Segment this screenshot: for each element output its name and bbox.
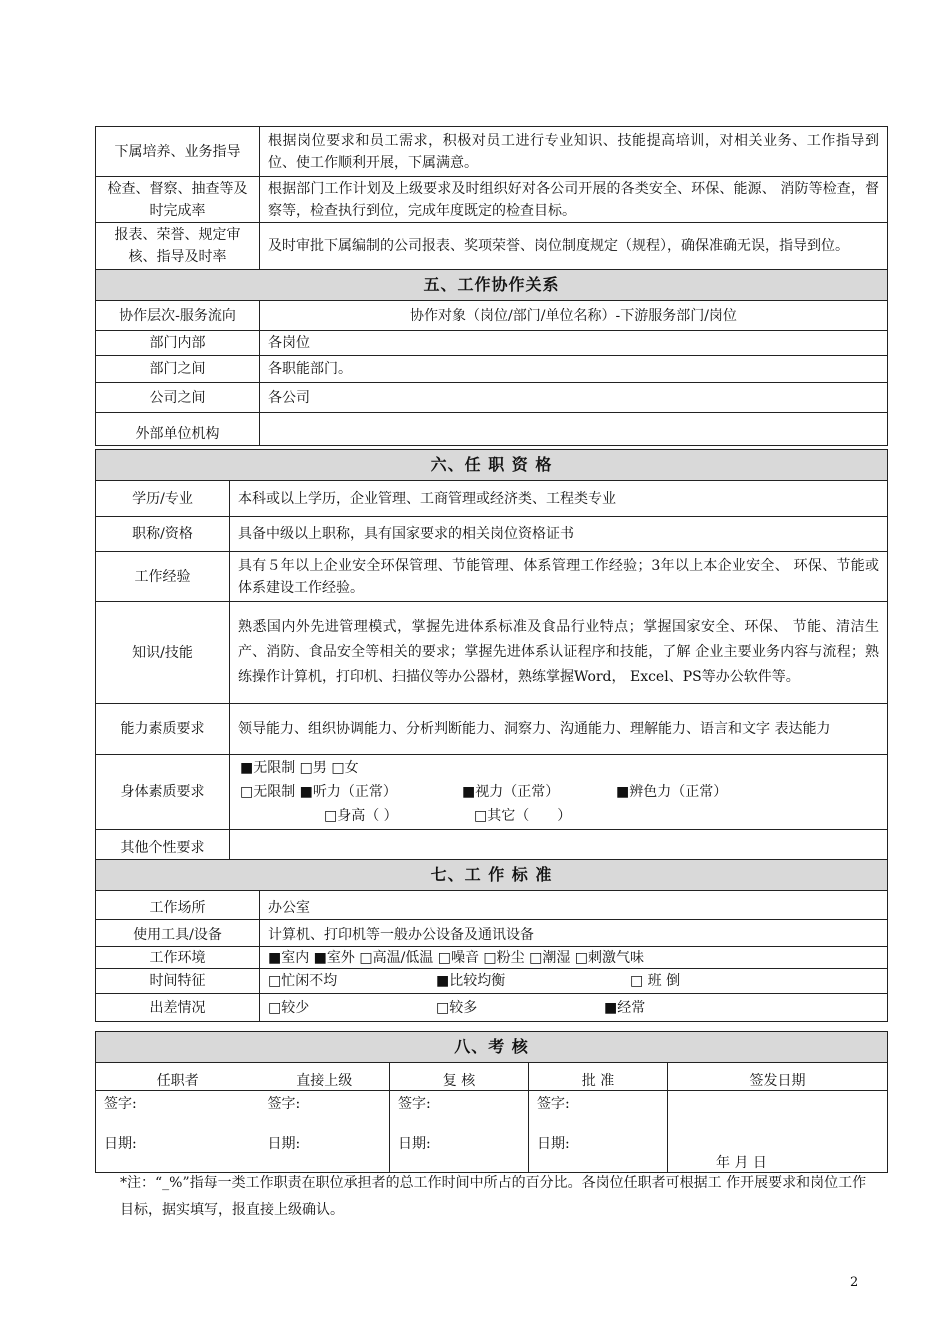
- sign-label: 签字:: [104, 1096, 137, 1112]
- workplace-value: 办公室: [260, 891, 888, 920]
- environment-value: ■室内 ■室外 □高温/低温 □噪音 □粉尘 □潮湿 □刺激气味: [260, 947, 888, 969]
- collab-level: 部门之间: [96, 356, 260, 383]
- travel-less-checkbox: □较少: [268, 999, 310, 1016]
- approve-sign-cell: [529, 1091, 668, 1173]
- review-sign-cell: [390, 1091, 529, 1173]
- vision-checkbox: ■视力（正常）: [462, 784, 560, 800]
- physical-line-1: ■无限制 □男 □女: [240, 760, 359, 776]
- physical-line-3: [240, 804, 879, 828]
- education-label: 学历/专业: [96, 481, 230, 517]
- holder-header: 任职者: [96, 1063, 260, 1091]
- experience-value: 具有５年以上企业安全环保管理、节能管理、体系管理工作经验；3年以上本企业安全、 环保、节能或体系建设工作经验。: [230, 552, 888, 602]
- duty-text: 及时审批下属编制的公司报表、奖项荣誉、岗位制度规定（规程），确保准确无误，指导到位。: [260, 223, 888, 270]
- duties-collab-table: [95, 126, 888, 446]
- section-6-title: 六、任 职 资 格: [96, 450, 888, 481]
- busy-uneven-checkbox: □忙闲不均: [268, 973, 338, 989]
- duty-text: 根据岗位要求和员工需求，积极对员工进行专业知识、技能提高培训，对相关业务、工作指导到位、使工作顺利开展，下属满意。: [260, 127, 888, 177]
- balanced-checkbox: ■比较均衡: [436, 973, 506, 989]
- travel-value: [260, 994, 888, 1022]
- time-value: [260, 969, 888, 994]
- physical-line-2: [240, 780, 879, 804]
- duty-label: 报表、荣誉、规定审核、指导及时率: [96, 223, 260, 270]
- tools-value: 计算机、打印机等一般办公设备及通讯设备: [260, 920, 888, 947]
- travel-frequent-checkbox: ■经常: [604, 999, 646, 1016]
- section-8-title: 八、考 核: [96, 1032, 888, 1063]
- issue-date-cell: [668, 1091, 888, 1173]
- other-checkbox: □其它（ ）: [474, 808, 572, 824]
- knowledge-label: 知识/技能: [96, 602, 230, 704]
- travel-more-checkbox: □较多: [436, 999, 478, 1016]
- hearing-checkbox: □无限制 ■听力（正常）: [240, 784, 397, 800]
- date-label: 日期:: [398, 1136, 431, 1152]
- physical-value: [230, 755, 888, 830]
- title-cert-value: 具备中级以上职称，具有国家要求的相关岗位资格证书: [230, 517, 888, 552]
- collab-level: 部门内部: [96, 331, 260, 356]
- physical-label: 身体素质要求: [96, 755, 230, 830]
- section-7-title: 七、工 作 标 准: [96, 860, 888, 891]
- collab-level: 外部单位机构: [96, 413, 260, 446]
- color-vision-checkbox: ■辨色力（正常）: [616, 784, 728, 800]
- collab-target: 各岗位: [260, 331, 888, 356]
- ability-label: 能力素质要求: [96, 704, 230, 755]
- issue-date-header: 签发日期: [668, 1063, 888, 1091]
- duty-label: 检查、督察、抽查等及时完成率: [96, 177, 260, 223]
- holder-sign-cell: [96, 1091, 260, 1173]
- ability-value: 领导能力、组织协调能力、分析判断能力、洞察力、沟通能力、理解能力、语言和文字 表达能力: [230, 704, 888, 755]
- date-label: 日期:: [537, 1136, 570, 1152]
- review-header: 复 核: [390, 1063, 529, 1091]
- duty-text: 根据部门工作计划及上级要求及时组织好对各公司开展的各类安全、环保、能源、 消防等检查，督察等，检查执行到位，完成年度既定的检查目标。: [260, 177, 888, 223]
- assessment-table: [95, 1031, 888, 1173]
- date-label: 日期:: [104, 1136, 137, 1152]
- collab-target: 各公司: [260, 383, 888, 413]
- collab-target: [260, 413, 888, 446]
- education-value: 本科或以上学历，企业管理、工商管理或经济类、工程类专业: [230, 481, 888, 517]
- time-label: 时间特征: [96, 969, 260, 994]
- qualification-table: [95, 449, 888, 860]
- sign-label: 签字:: [398, 1096, 431, 1112]
- workplace-label: 工作场所: [96, 891, 260, 920]
- date-label: 日期:: [267, 1136, 301, 1152]
- work-standard-table: [95, 859, 888, 1022]
- sign-label: 签字:: [267, 1096, 301, 1112]
- footnote: *注：“_%”指每一类工作职责在职位承担者的总工作时间中所占的百分比。各岗位任职者可根据工 作开展要求和岗位工作目标，据实填写，报直接上级确认。: [120, 1175, 867, 1218]
- knowledge-value: 熟悉国内外先进管理模式，掌握先进体系标准及食品行业特点；掌握国家安全、环保、 节能、清洁生产、消防、食品安全等相关的要求；掌握先进体系认证程序和技能，了解 企业主要业务内容与流程；熟练操作计算机，打印机、扫描仪等办公器材，熟练掌握Word， Excel、PS等办公软件等。: [230, 602, 888, 704]
- section-5-title: 五、工作协作关系: [96, 270, 888, 301]
- height-checkbox: □身高（ ）: [324, 808, 398, 824]
- environment-label: 工作环境: [96, 947, 260, 969]
- supervisor-header: 直接上级: [260, 1063, 390, 1091]
- title-cert-label: 职称/资格: [96, 517, 230, 552]
- duty-label: 下属培养、业务指导: [96, 127, 260, 177]
- collab-target: 各职能部门。: [260, 356, 888, 383]
- collab-target-header: 协作对象（岗位/部门/单位名称）-下游服务部门/岗位: [260, 301, 888, 331]
- collab-level: 公司之间: [96, 383, 260, 413]
- page-number: 2: [850, 1275, 859, 1290]
- experience-label: 工作经验: [96, 552, 230, 602]
- collab-level-header: 协作层次-服务流向: [96, 301, 260, 331]
- year-month-day: 年 月 日: [716, 1155, 767, 1171]
- shift-checkbox: □ 班 倒: [630, 973, 681, 989]
- other-requirements-label: 其他个性要求: [96, 830, 230, 860]
- tools-label: 使用工具/设备: [96, 920, 260, 947]
- sign-label: 签字:: [537, 1096, 570, 1112]
- other-requirements-value: [230, 830, 888, 860]
- approve-header: 批 准: [529, 1063, 668, 1091]
- supervisor-sign-cell: [260, 1091, 390, 1173]
- travel-label: 出差情况: [96, 994, 260, 1022]
